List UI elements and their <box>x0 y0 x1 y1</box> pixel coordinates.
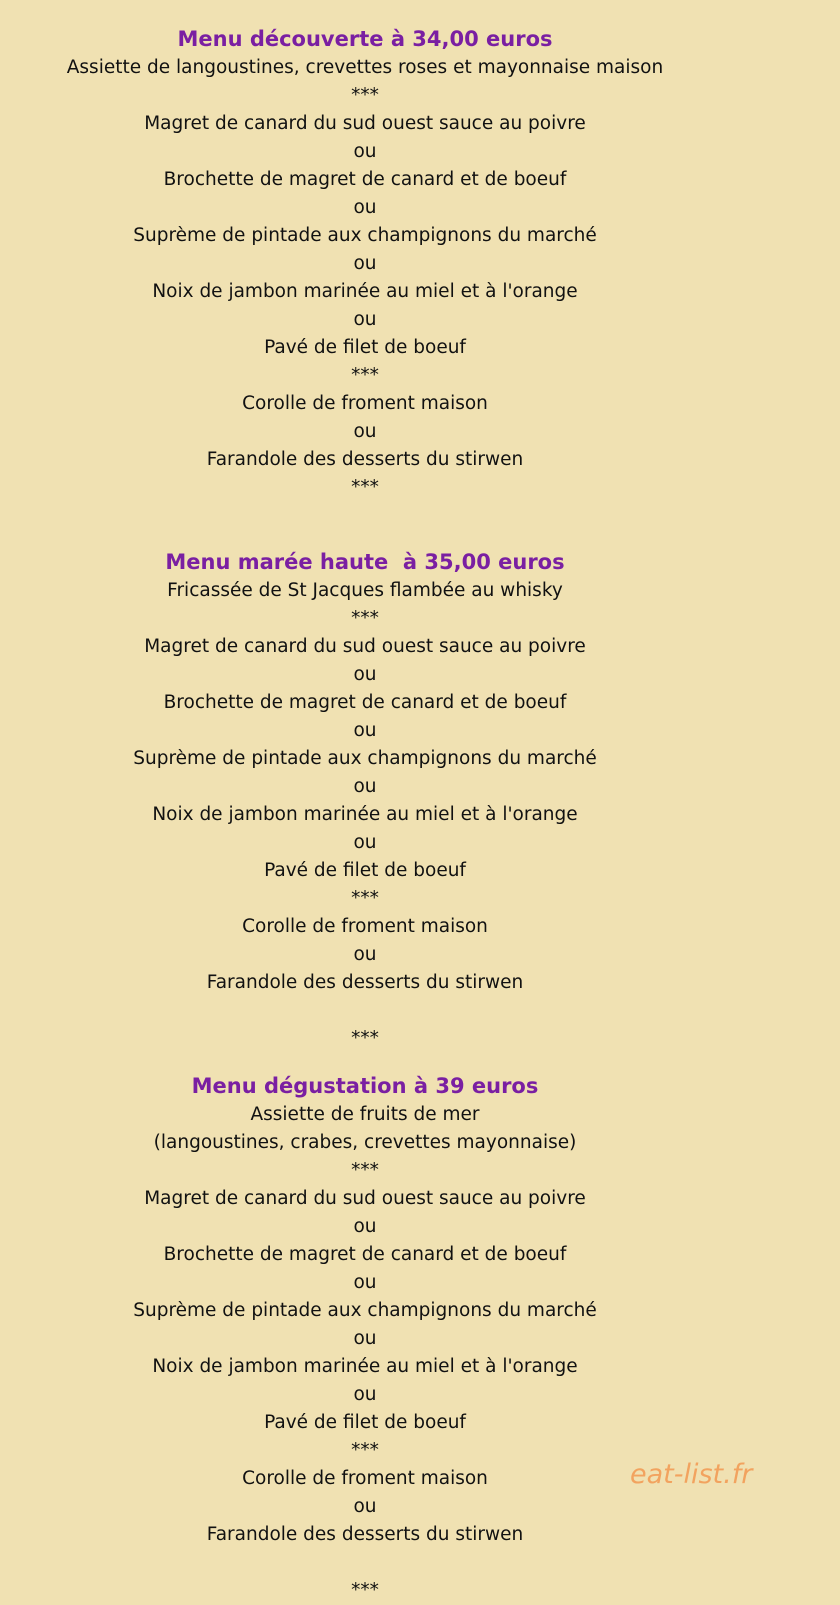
menu-line: *** <box>351 477 379 498</box>
menu-line: Magret de canard du sud ouest sauce au poivre <box>144 113 586 134</box>
menu-line: ou <box>353 1328 377 1349</box>
menu-line: ou <box>353 253 377 274</box>
menu-line: ou <box>353 1272 377 1293</box>
menu-line: ou <box>353 421 377 442</box>
menu-line: Fricassée de St Jacques flambée au whisky <box>167 580 563 601</box>
menu-title: Menu marée haute à 35,00 euros <box>165 550 565 574</box>
menu-line: *** <box>351 1160 379 1181</box>
menu-line: *** <box>351 1028 379 1049</box>
menu-line: ou <box>353 1216 377 1237</box>
menu-line: ou <box>353 1384 377 1405</box>
menu-line: ou <box>353 141 377 162</box>
menu-line: Brochette de magret de canard et de boeuf <box>163 169 567 190</box>
menu-line: *** <box>351 85 379 106</box>
menu-spacer <box>0 997 730 1025</box>
menu-line: ou <box>353 309 377 330</box>
menu-line: Magret de canard du sud ouest sauce au poivre <box>144 636 586 657</box>
menu-line: Suprème de pintade aux champignons du marché <box>133 748 597 769</box>
menu-spacer <box>0 1549 730 1577</box>
menu-line: Assiette de langoustines, crevettes roses et mayonnaise maison <box>66 57 664 78</box>
menu-line: Noix de jambon marinée au miel et à l'orange <box>152 804 578 825</box>
menu-line: *** <box>351 1440 379 1461</box>
menu-line: Pavé de filet de boeuf <box>264 337 466 358</box>
menu-line: ou <box>353 944 377 965</box>
menu-line: Suprème de pintade aux champignons du marché <box>133 225 597 246</box>
menu-line: Farandole des desserts du stirwen <box>206 449 524 470</box>
menu-line: ou <box>353 197 377 218</box>
menu-line: *** <box>351 1580 379 1601</box>
menu-line: ou <box>353 776 377 797</box>
menu-line: Brochette de magret de canard et de boeuf <box>163 1244 567 1265</box>
menu-line: Pavé de filet de boeuf <box>264 860 466 881</box>
menu-decouverte <box>0 24 730 502</box>
menu-line: Farandole des desserts du stirwen <box>206 972 524 993</box>
menu-line: *** <box>351 888 379 909</box>
menu-line: Noix de jambon marinée au miel et à l'orange <box>152 281 578 302</box>
menu-line: Assiette de fruits de mer <box>250 1104 480 1125</box>
menu-line: (langoustines, crabes, crevettes mayonnaise) <box>153 1132 577 1153</box>
menu-line: Corolle de froment maison <box>242 1468 488 1489</box>
menu-title: Menu découverte à 34,00 euros <box>177 27 553 51</box>
menu-line: Magret de canard du sud ouest sauce au poivre <box>144 1188 586 1209</box>
menu-line: Farandole des desserts du stirwen <box>206 1524 524 1545</box>
menu-line: Corolle de froment maison <box>242 393 488 414</box>
menu-title: Menu dégustation à 39 euros <box>191 1074 539 1098</box>
menu-line: Corolle de froment maison <box>242 916 488 937</box>
menu-line: ou <box>353 720 377 741</box>
menu-line: *** <box>351 365 379 386</box>
menu-line: Pavé de filet de boeuf <box>264 1412 466 1433</box>
menu-line: Suprème de pintade aux champignons du marché <box>133 1300 597 1321</box>
menu-line: Brochette de magret de canard et de boeuf <box>163 692 567 713</box>
menu-line: ou <box>353 1496 377 1517</box>
menu-line: ou <box>353 664 377 685</box>
menu-line: ou <box>353 832 377 853</box>
watermark-logo: eat-list.fr <box>630 1459 753 1490</box>
menu-degustation <box>0 1071 730 1605</box>
menu-line: *** <box>351 608 379 629</box>
menu-line: Noix de jambon marinée au miel et à l'orange <box>152 1356 578 1377</box>
menu-maree-haute <box>0 547 730 1053</box>
